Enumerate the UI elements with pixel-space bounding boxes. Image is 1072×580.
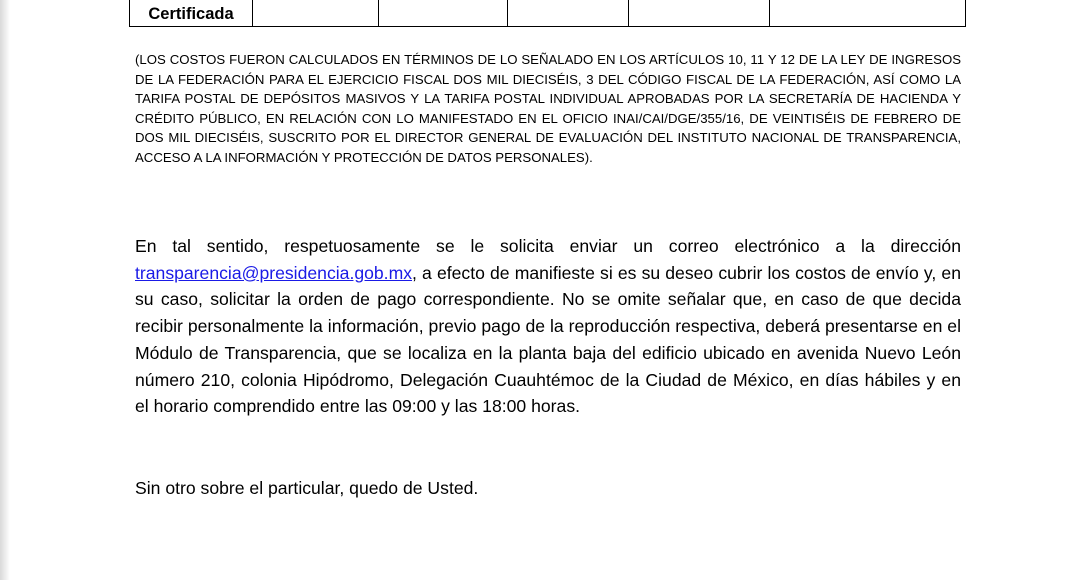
table-cell-delivery-type: Certificada — [130, 0, 253, 27]
cost-calculation-note: (LOS COSTOS FUERON CALCULADOS EN TÉRMINOS DE LO SEÑALADO EN LOS ARTÍCULOS 10, 11 Y 12 DE LA LEY DE INGRESOS DE LA FEDERACIÓN PARA EL EJERCICIO FISCAL DOS MIL DIECISÉIS, 3 DEL CÓDIGO FISCAL DE LA FEDERACIÓN, ASÍ COMO LA TARIFA POSTAL DE DEPÓSITOS MASIVOS Y LA TARIFA POSTAL INDIVIDUAL APROBADAS POR LA SECRETARÍA DE HACIENDA Y CRÉDITO PÚBLICO, EN RELACIÓN CON LO MANIFESTADO EN EL OFICIO INAI/CAI/DGE/355/16, DE VEINTISÉIS DE FEBRERO DE DOS MIL DIECISÉIS, SUSCRITO POR EL DIRECTOR GENERAL DE EVALUACIÓN DEL INSTITUTO NACIONAL DE TRANSPARENCIA, ACCESO A LA INFORMACIÓN Y PROTECCIÓN DE DATOS PERSONALES). — [135, 52, 961, 165]
paragraph-text-end: , a efecto de manifieste si es su deseo cubrir los costos de envío y, en su caso, solicitar la orden de pago correspondiente. No se omite señalar que, en caso de que decida recibir personalmente la información, previo pago de la reproducción respectiva, deberá presentarse en el Módulo de Transparencia, que se localiza en la planta baja del edificio ubicado en avenida Nuevo León número 210, colonia Hipódromo, Delegación Cuauhtémoc de la Ciudad de México, en días hábiles y en el horario comprendido entre las 09:00 y las 18:00 horas. — [135, 262, 961, 417]
table-cell — [770, 0, 966, 27]
costs-table — [129, 0, 966, 27]
table-cell — [629, 0, 770, 27]
table-cell — [253, 0, 379, 27]
paragraph-text-start: En tal sentido, respetuosamente se le solicita enviar un correo electrónico a la dirección — [135, 236, 961, 256]
email-link[interactable]: transparencia@presidencia.gob.mx — [135, 262, 413, 283]
table-cell — [508, 0, 629, 27]
table-row — [130, 0, 966, 27]
instructions-paragraph — [135, 233, 961, 420]
closing-line: Sin otro sobre el particular, quedo de Usted. — [135, 478, 479, 498]
table-cell — [379, 0, 508, 27]
